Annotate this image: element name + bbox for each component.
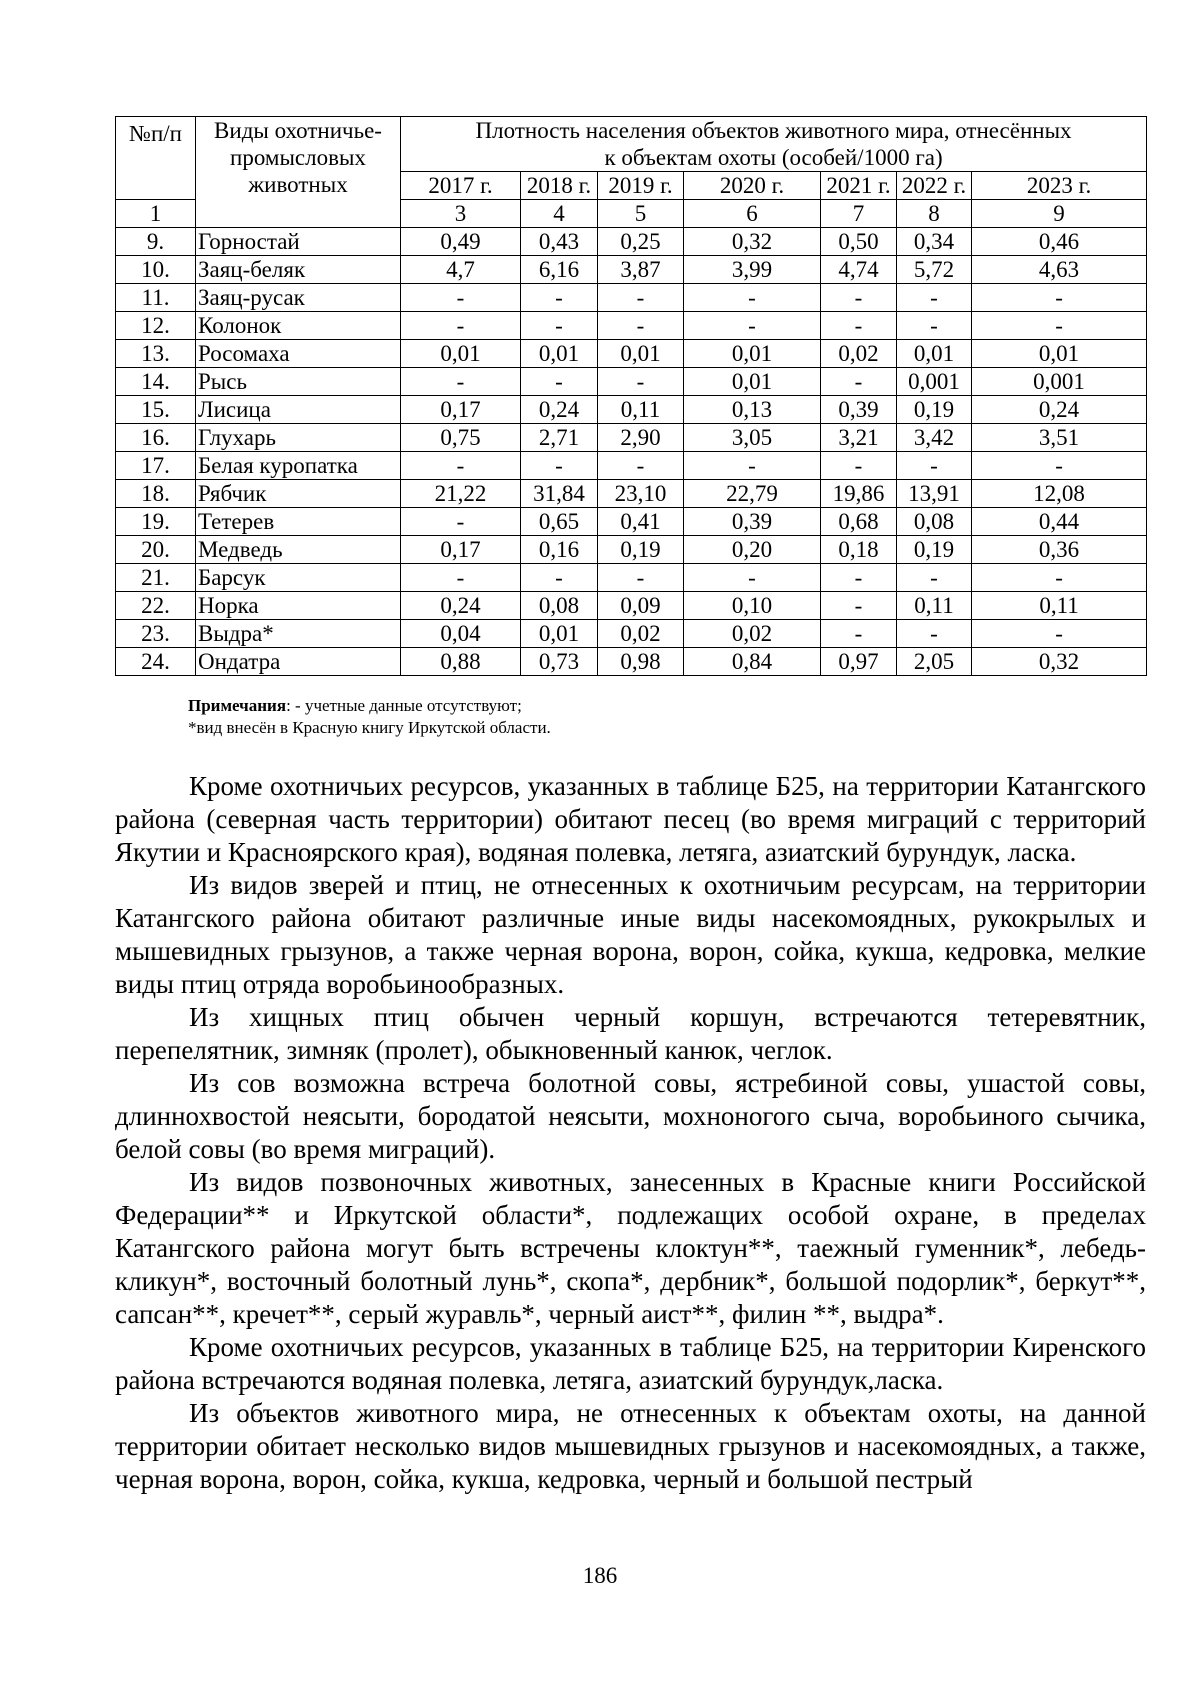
density-value: - xyxy=(821,592,897,620)
density-value: 0,25 xyxy=(598,228,684,256)
row-number: 24. xyxy=(116,648,196,676)
density-value: 0,68 xyxy=(821,508,897,536)
table-row xyxy=(116,312,1147,340)
density-value: 2,71 xyxy=(521,424,598,452)
density-value: 0,10 xyxy=(684,592,821,620)
density-value: 4,63 xyxy=(972,256,1147,284)
density-value: 0,01 xyxy=(972,340,1147,368)
density-value: - xyxy=(598,368,684,396)
density-value: 0,11 xyxy=(598,396,684,424)
col-number: 5 xyxy=(598,200,684,228)
paragraph: Кроме охотничьих ресурсов, указанных в таблице Б25, на территории Киренского района встречаются водяная полевка, летяга, азиатский бурундук,ласка. xyxy=(115,1332,1146,1395)
density-value: 0,02 xyxy=(598,620,684,648)
table-row xyxy=(116,564,1147,592)
density-value: 0,01 xyxy=(401,340,521,368)
density-value: 3,42 xyxy=(897,424,972,452)
density-value: 0,20 xyxy=(684,536,821,564)
density-value: 0,50 xyxy=(821,228,897,256)
table-row xyxy=(116,256,1147,284)
species-name: Медведь xyxy=(196,536,401,564)
density-value: 0,001 xyxy=(972,368,1147,396)
density-value: - xyxy=(821,452,897,480)
density-value: 0,43 xyxy=(521,228,598,256)
density-value: 0,001 xyxy=(897,368,972,396)
table-row xyxy=(116,396,1147,424)
density-value: - xyxy=(401,312,521,340)
year-header: 2018 г. xyxy=(521,172,598,200)
year-header: 2019 г. xyxy=(598,172,684,200)
density-value: - xyxy=(401,284,521,312)
row-number: 18. xyxy=(116,480,196,508)
table-row xyxy=(116,620,1147,648)
density-value: 0,01 xyxy=(897,340,972,368)
species-name: Колонок xyxy=(196,312,401,340)
density-value: - xyxy=(401,564,521,592)
table-notes xyxy=(188,695,551,739)
density-value: 0,19 xyxy=(897,396,972,424)
density-value: 6,16 xyxy=(521,256,598,284)
density-value: 0,34 xyxy=(897,228,972,256)
density-value: - xyxy=(598,452,684,480)
species-name: Заяц-беляк xyxy=(196,256,401,284)
species-name: Барсук xyxy=(196,564,401,592)
species-name: Белая куропатка xyxy=(196,452,401,480)
density-value: 0,02 xyxy=(821,340,897,368)
row-number: 22. xyxy=(116,592,196,620)
header-num: №п/п xyxy=(116,117,196,200)
table-row xyxy=(116,424,1147,452)
density-value: - xyxy=(972,564,1147,592)
species-name: Рябчик xyxy=(196,480,401,508)
density-value: 0,46 xyxy=(972,228,1147,256)
density-value: 0,65 xyxy=(521,508,598,536)
density-value: - xyxy=(821,312,897,340)
density-value: - xyxy=(972,284,1147,312)
density-value: 3,05 xyxy=(684,424,821,452)
row-number: 21. xyxy=(116,564,196,592)
col-number: 8 xyxy=(897,200,972,228)
page-number: 186 xyxy=(582,1563,618,1588)
row-number: 10. xyxy=(116,256,196,284)
density-value: 0,41 xyxy=(598,508,684,536)
density-value: - xyxy=(401,452,521,480)
table-row xyxy=(116,480,1147,508)
body-text xyxy=(115,770,1146,1496)
density-value: 0,17 xyxy=(401,536,521,564)
density-value: 0,01 xyxy=(521,620,598,648)
row-number: 9. xyxy=(116,228,196,256)
table-body xyxy=(116,228,1147,676)
density-value: - xyxy=(401,368,521,396)
row-number: 15. xyxy=(116,396,196,424)
density-value: - xyxy=(521,284,598,312)
species-name: Норка xyxy=(196,592,401,620)
density-value: - xyxy=(684,452,821,480)
species-name: Глухарь xyxy=(196,424,401,452)
density-value: - xyxy=(521,312,598,340)
density-value: 0,08 xyxy=(521,592,598,620)
density-value: 2,90 xyxy=(598,424,684,452)
density-value: 0,97 xyxy=(821,648,897,676)
table-row xyxy=(116,508,1147,536)
density-value: 5,72 xyxy=(897,256,972,284)
density-value: 0,98 xyxy=(598,648,684,676)
density-value: - xyxy=(897,620,972,648)
density-value: 0,01 xyxy=(684,368,821,396)
col-number: 3 xyxy=(401,200,521,228)
col-number: 1 xyxy=(116,200,196,228)
density-value: 0,19 xyxy=(897,536,972,564)
density-value: 0,18 xyxy=(821,536,897,564)
year-header: 2020 г. xyxy=(684,172,821,200)
density-value: 0,36 xyxy=(972,536,1147,564)
density-value: 0,08 xyxy=(897,508,972,536)
density-value: 0,88 xyxy=(401,648,521,676)
density-value: 0,02 xyxy=(684,620,821,648)
density-value: 0,01 xyxy=(521,340,598,368)
row-number: 13. xyxy=(116,340,196,368)
paragraph: Из видов зверей и птиц, не отнесенных к охотничьим ресурсам, на территории Катангского района обитают различные иные виды насекомоядных, рукокрылых и мышевидных грызунов, а также черная ворона, ворон, сойка, кукша, кедровка, мелкие виды птиц отряда воробьинообразных. xyxy=(115,870,1146,999)
density-value: - xyxy=(521,564,598,592)
year-header: 2017 г. xyxy=(401,172,521,200)
paragraph: Из сов возможна встреча болотной совы, ястребиной совы, ушастой совы, длиннохвостой неясыти, бородатой неясыти, мохноногого сыча, воробьиного сычика, белой совы (во время миграций). xyxy=(115,1068,1146,1164)
density-value: - xyxy=(897,564,972,592)
density-value: 0,16 xyxy=(521,536,598,564)
density-value: 0,11 xyxy=(897,592,972,620)
density-value: 21,22 xyxy=(401,480,521,508)
density-value: - xyxy=(821,284,897,312)
col-number: 4 xyxy=(521,200,598,228)
density-value: - xyxy=(684,564,821,592)
density-value: 0,39 xyxy=(684,508,821,536)
density-value: - xyxy=(897,312,972,340)
density-value: 3,87 xyxy=(598,256,684,284)
density-value: - xyxy=(972,312,1147,340)
row-number: 11. xyxy=(116,284,196,312)
density-value: 0,32 xyxy=(684,228,821,256)
table-row xyxy=(116,228,1147,256)
density-value: - xyxy=(972,620,1147,648)
table-row xyxy=(116,284,1147,312)
density-value: 0,73 xyxy=(521,648,598,676)
species-name: Росомаха xyxy=(196,340,401,368)
density-value: 19,86 xyxy=(821,480,897,508)
species-name: Ондатра xyxy=(196,648,401,676)
density-value: - xyxy=(684,284,821,312)
density-value: 2,05 xyxy=(897,648,972,676)
density-value: 12,08 xyxy=(972,480,1147,508)
density-value: 0,13 xyxy=(684,396,821,424)
table-row xyxy=(116,648,1147,676)
row-number: 17. xyxy=(116,452,196,480)
density-value: 0,44 xyxy=(972,508,1147,536)
species-name: Выдра* xyxy=(196,620,401,648)
density-value: - xyxy=(821,368,897,396)
year-header: 2021 г. xyxy=(821,172,897,200)
density-value: - xyxy=(521,452,598,480)
density-value: 0,75 xyxy=(401,424,521,452)
table-row xyxy=(116,368,1147,396)
density-value: - xyxy=(821,620,897,648)
species-name: Тетерев xyxy=(196,508,401,536)
density-value: 0,49 xyxy=(401,228,521,256)
density-value: - xyxy=(521,368,598,396)
density-value: 4,7 xyxy=(401,256,521,284)
row-number: 23. xyxy=(116,620,196,648)
col-number: 9 xyxy=(972,200,1147,228)
notes-line-1: Примечания: - учетные данные отсутствуют; xyxy=(188,696,522,715)
density-value: 3,21 xyxy=(821,424,897,452)
density-value: 0,24 xyxy=(972,396,1147,424)
density-value: 0,84 xyxy=(684,648,821,676)
header-density: Плотность населения объектов животного мира, отнесённых к объектам охоты (особей/1000 га) xyxy=(401,117,1147,172)
density-value: 0,24 xyxy=(401,592,521,620)
row-number: 16. xyxy=(116,424,196,452)
density-value: - xyxy=(684,312,821,340)
table-row xyxy=(116,536,1147,564)
row-number: 20. xyxy=(116,536,196,564)
year-header: 2022 г. xyxy=(897,172,972,200)
density-value: 31,84 xyxy=(521,480,598,508)
density-value: 0,11 xyxy=(972,592,1147,620)
row-number: 14. xyxy=(116,368,196,396)
col-number: 7 xyxy=(821,200,897,228)
density-value: - xyxy=(401,508,521,536)
paragraph: Из объектов животного мира, не отнесенных к объектам охоты, на данной территории обитает несколько видов мышевидных грызунов и насекомоядных, а также, черная ворона, ворон, сойка, кукша, кедровка, черный и большой пестрый xyxy=(115,1398,1146,1494)
density-value: - xyxy=(598,312,684,340)
density-value: - xyxy=(821,564,897,592)
species-name: Лисица xyxy=(196,396,401,424)
year-header: 2023 г. xyxy=(972,172,1147,200)
row-number: 19. xyxy=(116,508,196,536)
paragraph: Из хищных птиц обычен черный коршун, встречаются тетеревятник, перепелятник, зимняк (пролет), обыкновенный канюк, чеглок. xyxy=(115,1002,1146,1065)
density-value: - xyxy=(598,564,684,592)
density-value: - xyxy=(972,452,1147,480)
notes-line-2: *вид внесён в Красную книгу Иркутской области. xyxy=(188,718,551,737)
density-value: - xyxy=(897,284,972,312)
paragraph: Из видов позвоночных животных, занесенных в Красные книги Российской Федерации** и Иркутской области*, подлежащих особой охране, в пределах Катангского района могут быть встречены клоктун**, таежный гуменник*, лебедь-кликун*, восточный болотный лунь*, скопа*, дербник*, большой подорлик*, беркут**, сапсан**, кречет**, серый журавль*, черный аист**, филин **, выдра*. xyxy=(115,1167,1146,1329)
density-value: 22,79 xyxy=(684,480,821,508)
paragraph: Кроме охотничьих ресурсов, указанных в таблице Б25, на территории Катангского района (северная часть территории) обитают песец (во время миграций с территорий Якутии и Красноярского края), водяная полевка, летяга, азиатский бурундук, ласка. xyxy=(115,771,1146,867)
density-value: 0,24 xyxy=(521,396,598,424)
density-value: - xyxy=(598,284,684,312)
density-value: 0,01 xyxy=(684,340,821,368)
density-value: 13,91 xyxy=(897,480,972,508)
density-value: 0,09 xyxy=(598,592,684,620)
row-number: 12. xyxy=(116,312,196,340)
species-name: Рысь xyxy=(196,368,401,396)
density-table xyxy=(115,116,1147,676)
density-value: 0,04 xyxy=(401,620,521,648)
density-value: 0,39 xyxy=(821,396,897,424)
density-value: 23,10 xyxy=(598,480,684,508)
table-row xyxy=(116,592,1147,620)
table-row xyxy=(116,340,1147,368)
density-value: - xyxy=(897,452,972,480)
species-name: Горностай xyxy=(196,228,401,256)
density-value: 4,74 xyxy=(821,256,897,284)
density-value: 0,01 xyxy=(598,340,684,368)
table-row xyxy=(116,452,1147,480)
density-value: 0,32 xyxy=(972,648,1147,676)
density-value: 0,19 xyxy=(598,536,684,564)
notes-label: Примечания xyxy=(188,696,287,715)
density-value: 3,51 xyxy=(972,424,1147,452)
header-species: Виды охотничье- промысловых животных xyxy=(196,117,401,228)
col-number: 6 xyxy=(684,200,821,228)
species-name: Заяц-русак xyxy=(196,284,401,312)
density-value: 0,17 xyxy=(401,396,521,424)
density-value: 3,99 xyxy=(684,256,821,284)
